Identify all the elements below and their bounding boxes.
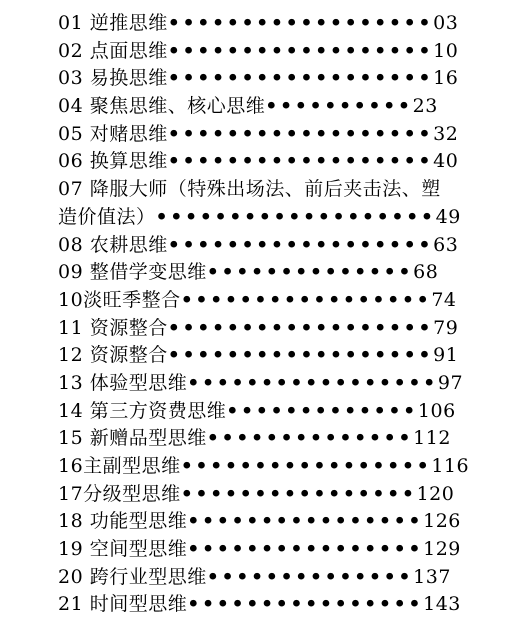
toc-leader-dots: •••••••••••••••••• bbox=[167, 39, 434, 62]
toc-page-number: 16 bbox=[433, 67, 459, 90]
toc-page-number: 68 bbox=[413, 261, 439, 284]
toc-entry bbox=[58, 564, 488, 592]
toc-leader-dots: •••••••••••••• bbox=[206, 565, 414, 588]
toc-entry bbox=[58, 425, 488, 453]
toc-entry-title: 20 跨行业型思维 bbox=[58, 565, 207, 588]
toc-entry bbox=[58, 10, 488, 38]
toc-leader-dots: •••••••••• bbox=[265, 95, 413, 118]
toc-entry-title: 13 体验型思维 bbox=[58, 371, 188, 394]
toc-leader-dots: •••••••••••••••• bbox=[187, 593, 424, 616]
toc-entry bbox=[58, 259, 488, 287]
toc-entry-title: 01 逆推思维 bbox=[58, 12, 168, 34]
toc-page-number: 143 bbox=[423, 593, 461, 616]
toc-page-number: 129 bbox=[423, 538, 461, 561]
toc-entry bbox=[58, 204, 488, 232]
toc-leader-dots: ••••••••••••••••• bbox=[187, 371, 438, 394]
toc-leader-dots: •••••••••••••••• bbox=[180, 482, 417, 505]
toc-entry-title: 21 时间型思维 bbox=[58, 593, 188, 616]
toc-entry bbox=[58, 176, 488, 204]
toc-page-number: 126 bbox=[423, 510, 461, 533]
toc-entry-title: 11 资源整合 bbox=[58, 316, 168, 339]
toc-entry bbox=[58, 508, 488, 536]
table-of-contents bbox=[58, 10, 488, 619]
toc-entry-title: 18 功能型思维 bbox=[58, 510, 188, 533]
toc-entry bbox=[58, 370, 488, 398]
toc-page-number: 79 bbox=[433, 316, 459, 339]
toc-entry bbox=[58, 315, 488, 343]
toc-leader-dots: ••••••••••••• bbox=[226, 399, 418, 422]
toc-page-number: 116 bbox=[431, 455, 470, 477]
toc-entry bbox=[58, 398, 488, 426]
toc-entry bbox=[58, 121, 488, 149]
toc-entry bbox=[58, 38, 488, 66]
toc-entry-title: 06 换算思维 bbox=[58, 150, 168, 173]
toc-page-number: 74 bbox=[431, 288, 457, 311]
toc-leader-dots: •••••••••••••••••• bbox=[167, 67, 434, 90]
toc-entry-title: 10淡旺季整合 bbox=[58, 288, 181, 311]
toc-leader-dots: ••••••••••••••••• bbox=[180, 288, 432, 311]
toc-page-number: 137 bbox=[413, 565, 451, 588]
toc-leader-dots: •••••••••••••••• bbox=[187, 510, 424, 533]
toc-entry-title: 02 点面思维 bbox=[58, 39, 168, 62]
toc-page-number: 40 bbox=[433, 150, 459, 173]
toc-entry bbox=[58, 93, 488, 121]
toc-entry-title: 12 资源整合 bbox=[58, 344, 168, 367]
toc-entry-title: 03 易换思维 bbox=[58, 67, 168, 90]
toc-entry-title: 16主副型思维 bbox=[58, 455, 181, 477]
toc-entry bbox=[58, 453, 488, 481]
toc-entry bbox=[58, 481, 488, 509]
toc-entry bbox=[58, 536, 488, 564]
toc-entry-title: 08 农耕思维 bbox=[58, 233, 168, 256]
toc-page-number: 03 bbox=[433, 12, 459, 34]
toc-page-number: 97 bbox=[437, 371, 464, 394]
toc-leader-dots: •••••••••••••••••• bbox=[167, 122, 434, 145]
toc-entry bbox=[58, 591, 488, 619]
toc-entry bbox=[58, 65, 488, 93]
toc-entry-title: 07 降服大师（特殊出场法、前后夹击法、塑 bbox=[58, 178, 441, 201]
toc-leader-dots: •••••••••••••••••• bbox=[167, 344, 434, 367]
toc-entry-title: 05 对赌思维 bbox=[58, 122, 168, 145]
toc-entry-title: 19 空间型思维 bbox=[58, 538, 188, 561]
toc-leader-dots: •••••••••••••••••• bbox=[167, 233, 434, 256]
toc-leader-dots: •••••••••••••• bbox=[206, 427, 414, 450]
toc-entry bbox=[58, 342, 488, 370]
toc-page-number: 63 bbox=[433, 233, 459, 256]
toc-leader-dots: •••••••••••••••••• bbox=[167, 12, 434, 34]
toc-leader-dots: ••••••••••••••••••• bbox=[155, 205, 436, 228]
toc-page-number: 106 bbox=[417, 399, 456, 422]
toc-entry bbox=[58, 287, 488, 315]
toc-page-number: 49 bbox=[435, 205, 461, 228]
toc-page-number: 32 bbox=[433, 122, 459, 145]
toc-entry-title: 09 整借学变思维 bbox=[58, 261, 207, 284]
toc-page-number: 120 bbox=[416, 482, 455, 505]
toc-leader-dots: •••••••••••••••••• bbox=[167, 150, 434, 173]
toc-entry-title: 17分级型思维 bbox=[58, 482, 181, 505]
toc-leader-dots: •••••••••••••••••• bbox=[167, 316, 434, 339]
toc-page-number: 91 bbox=[433, 344, 459, 367]
toc-entry bbox=[58, 148, 488, 176]
toc-entry bbox=[58, 232, 488, 260]
toc-leader-dots: •••••••••••••• bbox=[206, 261, 414, 284]
toc-leader-dots: ••••••••••••••••• bbox=[180, 455, 432, 477]
toc-entry-title: 04 聚焦思维、核心思维 bbox=[58, 95, 266, 118]
toc-page-number: 10 bbox=[433, 39, 459, 62]
toc-leader-dots: •••••••••••••••• bbox=[187, 538, 424, 561]
toc-entry-title: 造价值法） bbox=[58, 205, 156, 228]
toc-entry-title: 14 第三方资费思维 bbox=[58, 399, 227, 422]
toc-page-number: 23 bbox=[412, 95, 438, 118]
toc-page-number: 112 bbox=[413, 427, 451, 450]
toc-entry-title: 15 新赠品型思维 bbox=[58, 427, 207, 450]
